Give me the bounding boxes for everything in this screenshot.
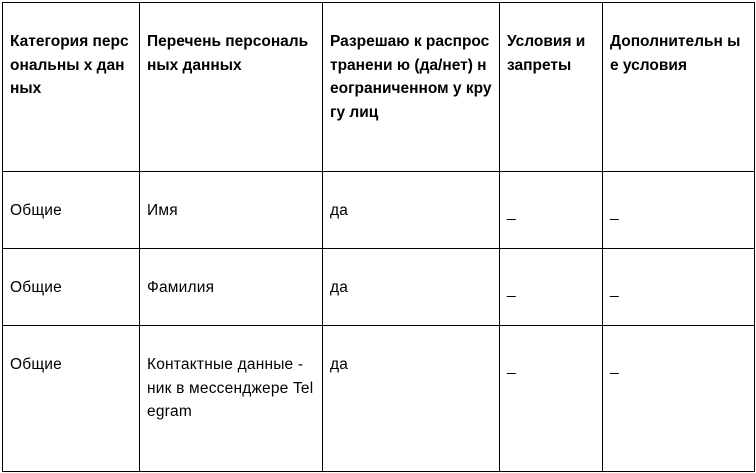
cell-additional-value: _ (610, 204, 619, 221)
header-row (3, 3, 755, 172)
cell-additional-value: _ (610, 281, 619, 298)
header-conditions: Условия и запреты (500, 3, 603, 172)
cell-permission: да (323, 172, 500, 249)
cell-category: Общие (3, 172, 140, 249)
cell-data-item: Имя (140, 172, 323, 249)
header-category: Категория персональны х данных (3, 3, 140, 172)
personal-data-consent-table (2, 2, 755, 472)
cell-conditions (500, 326, 603, 472)
cell-permission: да (323, 326, 500, 472)
cell-additional-conditions (603, 326, 755, 472)
header-data-list: Перечень персональных данных (140, 3, 323, 172)
header-additional-conditions: Дополнительн ые условия (603, 3, 755, 172)
table-row (3, 326, 755, 472)
cell-data-item: Фамилия (140, 249, 323, 326)
table-body (3, 172, 755, 472)
cell-additional-conditions (603, 249, 755, 326)
cell-conditions-value: _ (507, 358, 516, 375)
cell-additional-conditions (603, 172, 755, 249)
cell-category: Общие (3, 249, 140, 326)
cell-data-item: Контактные данные - ник в мессенджере Telegram (140, 326, 323, 472)
cell-category: Общие (3, 326, 140, 472)
cell-conditions-value: _ (507, 281, 516, 298)
header-permission: Разрешаю к распространени ю (да/нет) неограниченном у кругу лиц (323, 3, 500, 172)
table-header (3, 3, 755, 172)
table-row (3, 249, 755, 326)
cell-additional-value: _ (610, 358, 619, 375)
cell-conditions (500, 249, 603, 326)
cell-permission: да (323, 249, 500, 326)
cell-conditions (500, 172, 603, 249)
table-row (3, 172, 755, 249)
cell-conditions-value: _ (507, 204, 516, 221)
